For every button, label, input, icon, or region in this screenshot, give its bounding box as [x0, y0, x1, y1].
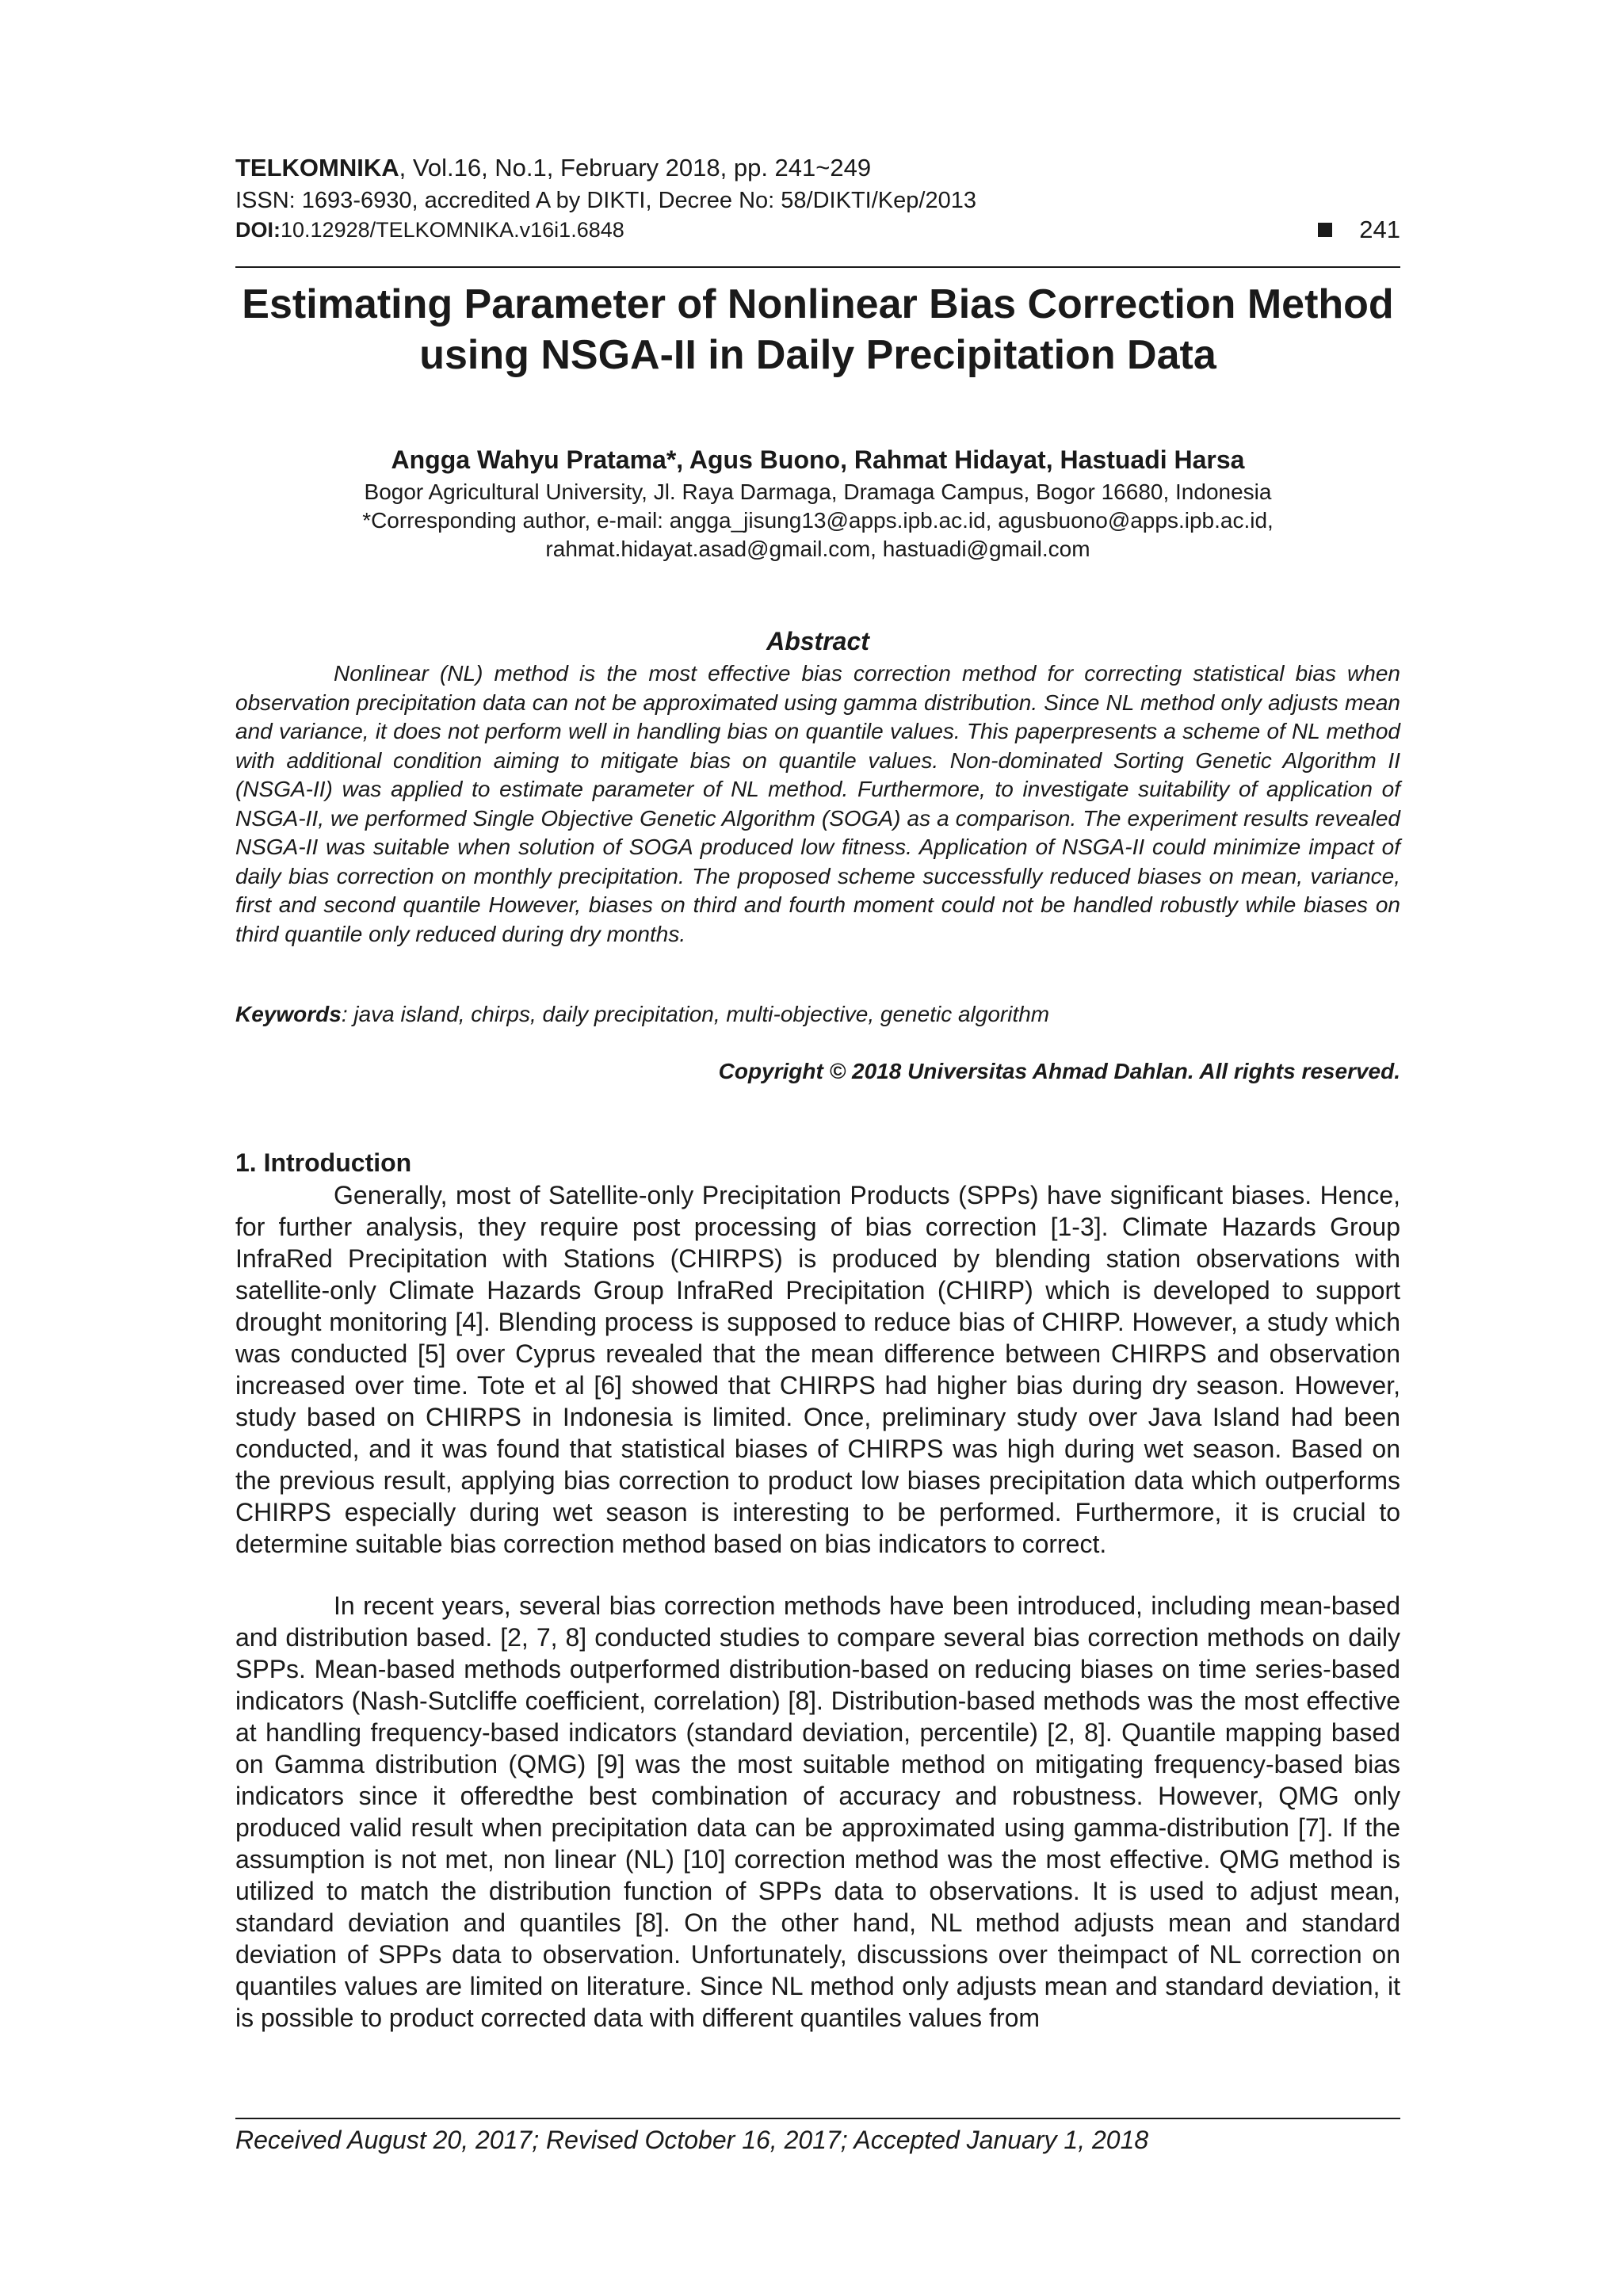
abstract-text: Nonlinear (NL) method is the most effective bias correction method for correcting statistical bias when observation precipitation data can not be approximated using gamma distribution. Since NL method only adjusts mean and variance, it does not perform well in handling bias on quantile values. This paperpresents a scheme of NL method with additional condition aiming to mitigate bias on quantile values. Non-dominated Sorting Genetic Algorithm II (NSGA-II) was applied to estimate parameter of NL method. Furthermore, to investigate suitability of application of NSGA-II, we performed Single Objective Genetic Algorithm (SOGA) as a comparison. The experiment results revealed NSGA-II was suitable when solution of SOGA produced low fitness. Application of NSGA-II could minimize impact of daily bias correction on monthly precipitation. The proposed scheme successfully reduced biases on mean, variance, first and second quantile However, biases on third and fourth moment could not be handled robustly while biases on third quantile only reduced during dry months. [235, 661, 1400, 946]
affiliation-line-2: *Corresponding author, e-mail: angga_jisung13@apps.ipb.ac.id, agusbuono@apps.ipb.ac.id, [362, 508, 1274, 533]
page-number-group [1318, 217, 1400, 243]
received-dates: Received August 20, 2017; Revised October 16, 2017; Accepted January 1, 2018 [235, 2126, 1149, 2154]
authors: Angga Wahyu Pratama*, Agus Buono, Rahmat Hidayat, Hastuadi Harsa [391, 445, 1245, 474]
copyright-notice: Copyright © 2018 Universitas Ahmad Dahlan. All rights reserved. [718, 1059, 1400, 1083]
page-number: 241 [1359, 216, 1400, 243]
section-heading-introduction: 1. Introduction [235, 1148, 412, 1177]
doi-label: DOI: [235, 218, 281, 242]
square-bullet-icon [1318, 223, 1332, 237]
abstract-heading: Abstract [766, 627, 869, 655]
paper-title: Estimating Parameter of Nonlinear Bias Correction Method using NSGA-II in Daily Precipitation Data [242, 281, 1394, 378]
intro-paragraph-2: In recent years, several bias correction methods have been introduced, including mean-based and distribution based. [2, 7, 8] conducted studies to compare several bias correction methods on daily SPPs. Mean-based methods outperformed distribution-based on reducing biases on time series-based indicators (Nash-Sutcliffe coefficient, correlation) [8]. Distribution-based methods was the most effective at handling frequency-based indicators (standard deviation, percentile) [2, 8]. Quantile mapping based on Gamma distribution (QMG) [9] was the most suitable method on mitigating frequency-based bias indicators since it offeredthe best combination of accuracy and robustness. However, QMG only produced valid result when precipitation data can be approximated using gamma-distribution [7]. If the assumption is not met, non linear (NL) [10] correction method was the most effective. QMG method is utilized to match the distribution function of SPPs data to observations. It is used to adjust mean, standard deviation and quantiles [8]. On the other hand, NL method adjusts mean and standard deviation of SPPs data to observation. Unfortunately, discussions over theimpact of NL correction on quantiles values are limited on literature. Since NL method only adjusts mean and standard deviation, it is possible to product corrected data with different quantiles values from [235, 1591, 1400, 2032]
keywords-label: Keywords [235, 1002, 342, 1026]
intro-paragraph-1: Generally, most of Satellite-only Precipitation Products (SPPs) have significant biases. Hence, for further analysis, they require post processing of bias correction [1-3]. Climate Hazards Group InfraRed Precipitation with Stations (CHIRPS) is produced by blending station observations with satellite-only Climate Hazards Group InfraRed Precipitation (CHIRP) which is developed to support drought monitoring [4]. Blending process is supposed to reduce bias of CHIRP. However, a study which was conducted [5] over Cyprus revealed that the mean difference between CHIRPS and observation increased over time. Tote et al [6] showed that CHIRPS had higher bias during dry season. However, study based on CHIRPS in Indonesia is limited. Once, preliminary study over Java Island had been conducted, and it was found that statistical biases of CHIRPS was high during wet season. Based on the previous result, applying bias correction to product low biases precipitation data which outperforms CHIRPS especially during wet season is interesting to be performed. Furthermore, it is crucial to determine suitable bias correction method based on bias indicators to correct. [235, 1181, 1400, 1558]
header-rule [235, 266, 1400, 268]
issn-line: ISSN: 1693-6930, accredited A by DIKTI, Decree No: 58/DIKTI/Kep/2013 [235, 188, 976, 213]
journal-name: TELKOMNIKA [235, 154, 399, 181]
keywords-text: : java island, chirps, daily precipitation, multi-objective, genetic algorithm [341, 1002, 1050, 1026]
affiliation-line-3: rahmat.hidayat.asad@gmail.com, hastuadi@gmail.com [545, 537, 1090, 561]
volume-info: , Vol.16, No.1, February 2018, pp. 241~249 [399, 154, 872, 181]
doi [235, 217, 624, 243]
doi-line [235, 217, 1400, 243]
journal-header-line [235, 154, 1400, 182]
footer-rule [235, 2118, 1400, 2119]
keywords [235, 1000, 1400, 1029]
affiliation-line-1: Bogor Agricultural University, Jl. Raya Darmaga, Dramaga Campus, Bogor 16680, Indonesia [364, 479, 1272, 504]
doi-value: 10.12928/TELKOMNIKA.v16i1.6848 [281, 218, 624, 242]
